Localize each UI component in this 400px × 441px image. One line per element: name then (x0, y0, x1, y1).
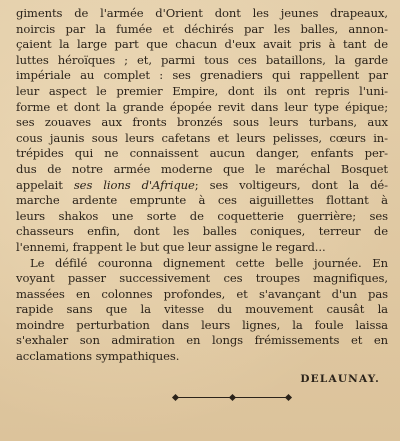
text-line: luttes héroïques ; et, parmi tous ces bataillons, la garde (16, 52, 388, 67)
text-line: noircis par la fumée et déchirés par les balles, annon- (16, 21, 388, 36)
text-line: ses zouaves aux fronts bronzés sous leurs turbans, aux (16, 115, 388, 130)
text-line: massées en colonnes profondes, et s'avançant d'un pas (16, 286, 388, 301)
text-line: cous jaunis sous leurs cafetans et leurs pelisses, cœurs in- (16, 130, 388, 145)
ornamental-rule (76, 397, 388, 398)
divider-line (176, 397, 288, 398)
text-line: l'ennemi, frappent le but que leur assigne le regard... (16, 239, 326, 254)
text-line: moindre perturbation dans leurs lignes, la foule laissa (16, 317, 388, 332)
text-line: voyant passer successivement ces troupes magnifiques, (16, 271, 388, 286)
text-line: marche ardente emprunte à ces aiguillettes flottant à (16, 193, 388, 208)
text-line: chasseurs enfin, dont les balles coniques, terreur de (16, 224, 388, 239)
text-line: leurs shakos une sorte de coquetterie guerrière; ses (16, 208, 388, 223)
text-line: appelait ses lions d'Afrique; ses voltigeurs, dont la dé- (16, 177, 388, 192)
text-line: Le défilé couronna dignement cette belle journée. En (30, 255, 388, 270)
text-line: forme et dont la grande épopée revit dans leur type épique; (16, 99, 388, 114)
paragraph-1 (16, 6, 388, 256)
text-line: trépides qui ne connaissent aucun danger, enfants per- (16, 146, 388, 161)
text-line: leur aspect le premier Empire, dont ils ont repris l'uni- (16, 83, 388, 98)
text-line: dus de notre armée moderne que le maréchal Bosquet (16, 161, 388, 176)
text-line: impériale au complet : ses grenadiers qui rappellent par (16, 68, 388, 83)
italic-phrase: ses lions d'Afrique (73, 177, 195, 192)
text-line: s'exhaler son admiration en longs frémissements et en (16, 333, 388, 348)
paragraph-2 (16, 256, 388, 365)
diamond-ornament-icon (228, 394, 235, 401)
text-line: rapide sans que la vitesse du mouvement causât la (16, 302, 388, 317)
author-signature: DELAUNAY. (300, 372, 380, 385)
text-line: çaient la large part que chacun d'eux avait pris à tant de (16, 37, 388, 52)
text-line: giments de l'armée d'Orient dont les jeunes drapeaux, (16, 6, 388, 20)
text-line: acclamations sympathiques. (16, 349, 180, 364)
